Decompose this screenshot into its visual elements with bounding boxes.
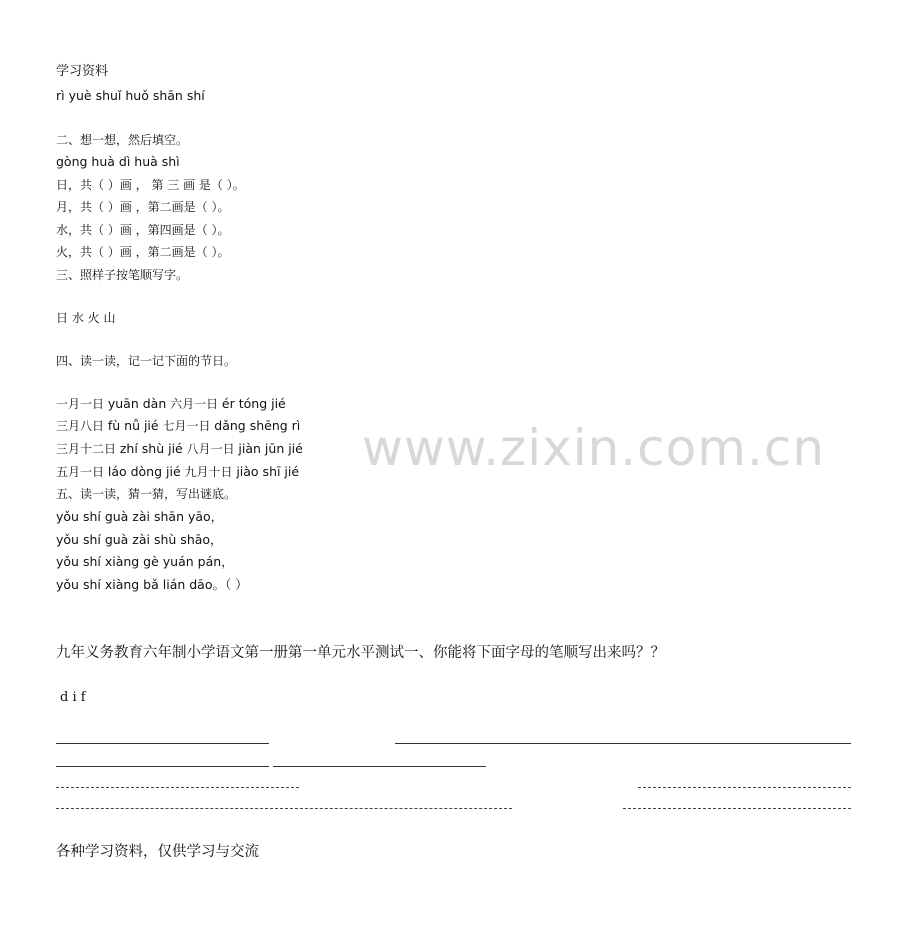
riddle-line: yǒu shí xiàng gè yuán pán， — [56, 554, 234, 569]
fill-line-shui: 水，共（ ）画 ，第四画是（ ）。 — [56, 223, 230, 237]
answer-line — [273, 766, 486, 767]
festival-date: 六月一日 — [170, 397, 219, 411]
riddle-line: yǒu shí guà zài shù shāo， — [56, 532, 223, 547]
answer-line — [56, 787, 299, 788]
festival-date: 三月八日 — [56, 419, 105, 433]
festival-pinyin: dǎng shēng rì — [214, 418, 301, 433]
section2-pinyin: gòng huà dì huà shì — [56, 154, 180, 169]
fill-line-yue: 月，共（ ）画 ，第二画是（ ）。 — [56, 200, 230, 214]
answer-line — [623, 808, 851, 809]
pinyin-line: rì yuè shuǐ huǒ shān shí — [56, 88, 205, 103]
festival-date: 三月十二日 — [56, 442, 117, 456]
riddle-line: yǒu shí guà zài shān yāo， — [56, 509, 224, 524]
festival-date: 七月一日 — [162, 419, 211, 433]
festival-date: 九月十日 — [184, 465, 233, 479]
festival-row — [56, 441, 303, 457]
answer-line — [56, 743, 269, 744]
answer-line — [56, 808, 512, 809]
riddle-line: yǒu shí xiàng bǎ lián dāo。（ ） — [56, 577, 248, 592]
section4-title: 四、读一读，记一记下面的节日。 — [56, 354, 237, 368]
answer-line — [56, 766, 269, 767]
answer-line — [638, 787, 851, 788]
festival-pinyin: ér tóng jié — [221, 396, 286, 411]
festival-pinyin: jiàn jūn jié — [238, 441, 303, 456]
festival-date: 一月一日 — [56, 397, 105, 411]
festival-pinyin: láo dòng jié — [107, 464, 181, 479]
page-footer: 各种学习资料，仅供学习与交流 — [56, 844, 259, 860]
festival-pinyin: zhí shù jié — [119, 441, 183, 456]
festival-pinyin: jiào shī jié — [236, 464, 300, 479]
festival-date: 五月一日 — [56, 465, 105, 479]
section5-title: 五、读一读，猜一猜，写出谜底。 — [56, 487, 237, 501]
festival-pinyin: fù nǚ jié — [107, 418, 159, 433]
fill-line-huo: 火，共（ ）画 ，第二画是（ ）。 — [56, 245, 230, 259]
festival-date: 八月一日 — [186, 442, 235, 456]
festival-row — [56, 396, 286, 412]
section2-title: 二、想一想，然后填空。 — [56, 133, 189, 147]
festival-row — [56, 464, 299, 480]
exam-title: 九年义务教育六年制小学语文第一册第一单元水平测试一、你能将下面字母的笔顺写出来吗？？ — [56, 645, 665, 661]
watermark: www.zixin.com.cn — [362, 419, 826, 477]
page-header: 学习资料 — [56, 64, 109, 79]
letters-row: d i f — [60, 690, 86, 705]
fill-line-ri: 日，共（ ）画 ， 第 三 画 是（ ）。 — [56, 178, 245, 192]
answer-line — [395, 743, 851, 744]
festival-row — [56, 418, 300, 434]
section3-title: 三、照样子按笔顺写字。 — [56, 268, 189, 282]
example-chars: 日 水 火 山 — [56, 311, 116, 325]
festival-pinyin: yuān dàn — [107, 396, 167, 411]
